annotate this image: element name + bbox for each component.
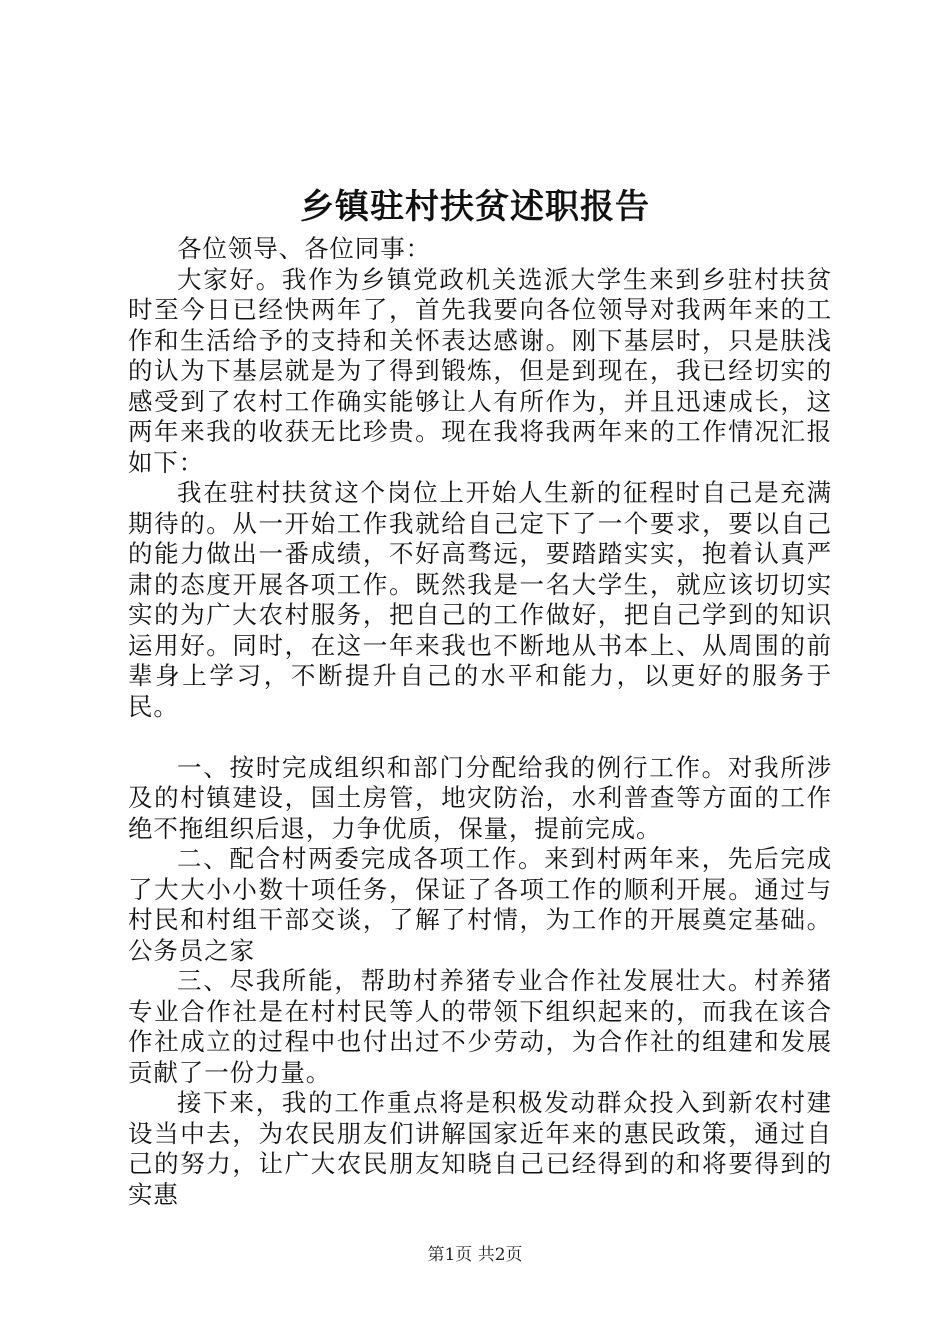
document-title: 乡镇驻村扶贫述职报告 — [300, 187, 650, 227]
salutation-paragraph: 各位领导、各位同事： — [177, 234, 431, 263]
item-paragraph-3: 三、尽我所能，帮助村养猪专业合作社发展壮大。村养猪专业合作社是在村村民等人的带领下组织起来的，而我在该合作社成立的过程中也付出过不少劳动，为合作社的组建和发展贡献了一份力量。 — [128, 966, 832, 1087]
document-body — [128, 234, 832, 1210]
body-paragraph: 我在驻村扶贫这个岗位上开始人生新的征程时自己是充满期待的。从一开始工作我就给自己定下了一个要求，要以自己的能力做出一番成绩，不好高骛远，要踏踏实实，抱着认真严肃的态度开展各项工作。既然我是一名大学生，就应该切切实实的为广大农村服务，把自己的工作做好，把自己学到的知识运用好。同时，在这一年来我也不断地从书本上、从周围的前辈身上学习，不断提升自己的水平和能力，以更好的服务于民。 — [128, 478, 832, 721]
item-paragraph-2: 二、配合村两委完成各项工作。来到村两年来，先后完成了大大小小数十项任务，保证了各项工作的顺利开展。通过与村民和村组干部交谈，了解了村情，为工作的开展奠定基础。公务员之家 — [128, 844, 832, 965]
closing-paragraph: 接下来，我的工作重点将是积极发动群众投入到新农村建设当中去，为农民朋友们讲解国家近年来的惠民政策，通过自己的努力，让广大农民朋友知晓自己已经得到的和将要得到的实惠 — [128, 1088, 832, 1209]
page-number-footer: 第1页 共2页 — [427, 1245, 523, 1265]
item-paragraph-1: 一、按时完成组织和部门分配给我的例行工作。对我所涉及的村镇建设，国土房管，地灾防治，水利普查等方面的工作绝不拖组织后退，力争优质，保量，提前完成。 — [128, 752, 832, 843]
intro-paragraph: 大家好。我作为乡镇党政机关选派大学生来到乡驻村扶贫时至今日已经快两年了，首先我要向各位领导对我两年来的工作和生活给予的支持和关怀表达感谢。刚下基层时，只是肤浅的认为下基层就是为了得到锻炼，但是到现在，我已经切实的感受到了农村工作确实能够让人有所作为，并且迅速成长，这两年来我的收获无比珍贵。现在我将我两年来的工作情况汇报如下： — [128, 264, 832, 477]
blank-line — [128, 722, 832, 753]
